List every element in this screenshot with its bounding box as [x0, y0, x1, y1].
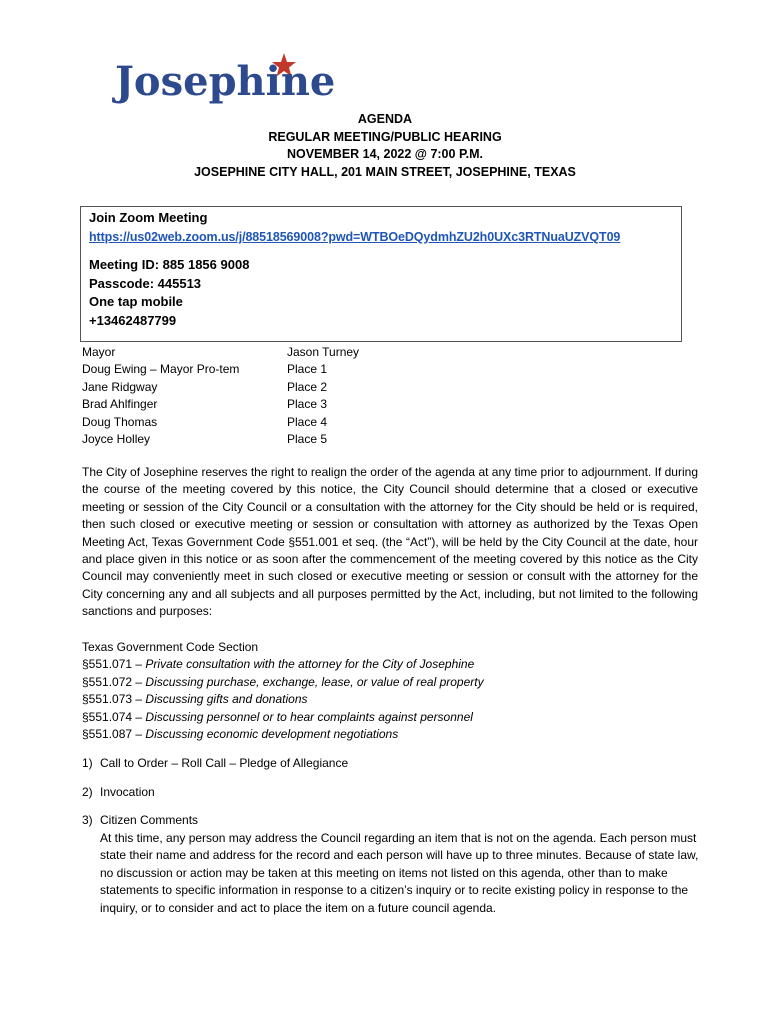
agenda-item-2: 2) Invocation: [82, 785, 155, 799]
code-heading: Texas Government Code Section: [82, 640, 259, 654]
header-meeting-type: REGULAR MEETING/PUBLIC HEARING: [268, 129, 502, 144]
council-seat: Place 2: [287, 379, 328, 394]
council-seat: Place 5: [287, 431, 328, 446]
josephine-logo: [115, 52, 340, 108]
one-tap-mobile: One tap mobile: [89, 294, 183, 310]
council-name: Mayor: [82, 345, 116, 359]
code-item: §551.073 – Discussing gifts and donations: [82, 692, 308, 707]
meeting-id: Meeting ID: 885 1856 9008: [89, 257, 250, 273]
council-seat: Place 1: [287, 362, 328, 377]
header-date: NOVEMBER 14, 2022 @ 7:00 P.M.: [286, 147, 484, 161]
agenda-item-3: 3) Citizen Comments: [82, 813, 199, 827]
zoom-title: Join Zoom Meeting: [89, 210, 208, 225]
council-name: Jane Ridgway: [82, 379, 158, 394]
agenda-item-1: 1) Call to Order – Roll Call – Pledge of Allegiance: [82, 756, 349, 770]
logo-text: Josephine: [115, 58, 336, 105]
council-name: Doug Ewing – Mayor Pro-tem: [82, 362, 240, 377]
council-seat: Place 3: [287, 397, 328, 412]
code-item: §551.072 – Discussing purchase, exchange, lease, or value of real property: [82, 674, 484, 689]
agenda-header: [0, 111, 770, 181]
header-title: AGENDA: [357, 112, 413, 126]
code-item: §551.074 – Discussing personnel or to hear complaints against personnel: [82, 709, 473, 724]
zoom-link[interactable]: https://us02web.zoom.us/j/88518569008?pwd=WTBOeDQydmhZU2h0UXc3RTNuaUZVQT09: [89, 229, 621, 244]
council-name: Doug Thomas: [82, 414, 158, 429]
government-code-list: [82, 639, 484, 743]
council-name: Joyce Holley: [82, 431, 151, 446]
code-item: §551.071 – Private consultation with the attorney for the City of Josephine: [82, 657, 475, 672]
council-seat: Jason Turney: [287, 345, 360, 359]
council-seat: Place 4: [287, 414, 328, 429]
passcode: Passcode: 445513: [89, 275, 202, 291]
notice-paragraph: The City of Josephine reserves the right to realign the order of the agenda at any time prior to adjournment. If during the course of the meeting covered by this notice, the City Council should determine that a closed or executive meeting or session of the City Council or a consultation with the attorney for the City should be held or is required, then such closed or executive meeting or session or consultation with attorney as authorized by the Texas Open Meeting Act, Texas Government Code §551.001 et seq. (the “Act”), will be held by the City Council at the date, hour and place given in this notice or as soon after the commencement of the meeting covered by this notice as the City Council may conveniently meet in such closed or executive meeting or session or consult with the attorney for the City concerning any and all subjects and all purposes permitted by the Act, including, but not limited to the following sanctions and purposes:: [82, 465, 698, 619]
zoom-info-box: [80, 206, 682, 342]
agenda-item-3-body: At this time, any person may address the Council regarding an item that is not on the agenda. Each person must state their name and address for the record and each person will have up to three minutes. Because of state law, no discussion or action may be taken at this meeting on items not listed on this agenda, other than to make statements to specific information in response to a citizen’s inquiry or to recite existing policy in response to the inquiry, or to consider and act to place the item on a future council agenda.: [100, 831, 699, 915]
council-name: Brad Ahlfinger: [82, 397, 158, 412]
header-location: JOSEPHINE CITY HALL, 201 MAIN STREET, JOSEPHINE, TEXAS: [194, 164, 576, 179]
phone-number: +13462487799: [89, 312, 177, 328]
code-item: §551.087 – Discussing economic development negotiations: [82, 727, 399, 742]
